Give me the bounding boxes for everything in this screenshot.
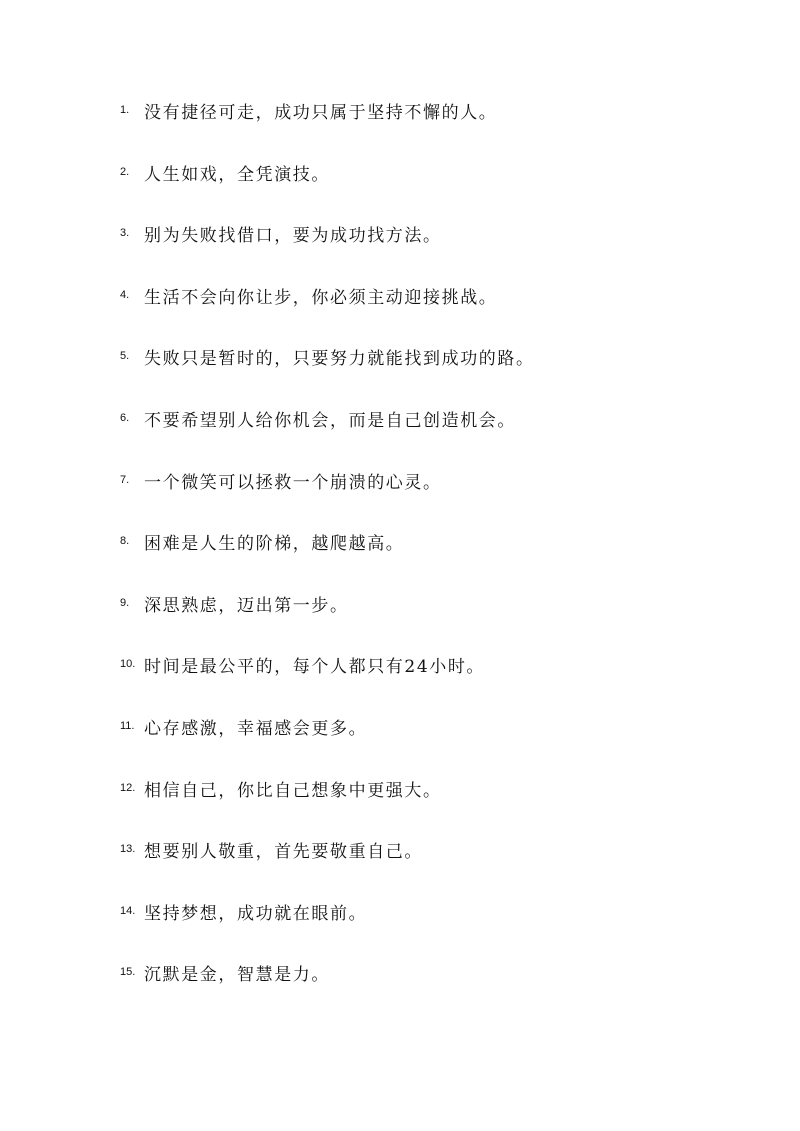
item-number: 14. — [120, 904, 136, 917]
item-number: 1. — [120, 104, 130, 116]
item-number: 12. — [120, 781, 136, 794]
item-text: 相信自己，你比自己想象中更强大。 — [144, 780, 442, 801]
item-number: 9. — [120, 596, 130, 609]
list-item — [120, 213, 535, 275]
list-item — [120, 336, 535, 398]
item-number: 10. — [120, 658, 136, 671]
list-item — [120, 952, 535, 1014]
item-text: 想要别人敬重，首先要敬重自己。 — [144, 842, 423, 863]
list-item — [120, 90, 535, 152]
item-text: 别为失败找借口，要为成功找方法。 — [144, 226, 442, 247]
item-number: 15. — [120, 966, 136, 979]
item-text: 坚持梦想，成功就在眼前。 — [144, 903, 368, 924]
item-text: 沉默是金，智慧是力。 — [144, 965, 330, 986]
list-item — [120, 275, 535, 337]
item-text: 困难是人生的阶梯，越爬越高。 — [144, 534, 405, 555]
list-item — [120, 521, 535, 583]
item-text: 深思熟虑，迈出第一步。 — [144, 595, 349, 616]
item-number: 13. — [120, 843, 136, 856]
list-item — [120, 768, 535, 830]
item-text: 人生如戏，全凭演技。 — [144, 164, 330, 185]
item-number: 6. — [120, 411, 130, 424]
item-number: 11. — [120, 719, 135, 732]
item-text: 一个微笑可以拯救一个崩溃的心灵。 — [144, 472, 442, 493]
item-number: 4. — [120, 288, 130, 301]
list-item — [120, 398, 535, 460]
item-number: 2. — [120, 165, 130, 178]
list-item — [120, 460, 535, 522]
item-number: 5. — [120, 350, 130, 363]
list-item — [120, 706, 535, 768]
item-text: 失败只是暂时的，只要努力就能找到成功的路。 — [144, 349, 535, 370]
list-item — [120, 644, 535, 706]
item-text: 心存感激，幸福感会更多。 — [144, 718, 368, 739]
item-text: 时间是最公平的，每个人都只有24小时。 — [144, 657, 486, 678]
list-item — [120, 583, 535, 645]
list-item — [120, 891, 535, 953]
item-number: 7. — [120, 473, 130, 486]
item-text: 不要希望别人给你机会，而是自己创造机会。 — [144, 410, 516, 431]
list-item — [120, 829, 535, 891]
item-number: 8. — [120, 535, 130, 548]
quote-list — [120, 90, 535, 1014]
list-item — [120, 152, 535, 214]
item-number: 3. — [120, 227, 130, 240]
item-text: 生活不会向你让步，你必须主动迎接挑战。 — [144, 287, 498, 308]
item-text: 没有捷径可走，成功只属于坚持不懈的人。 — [144, 103, 498, 123]
